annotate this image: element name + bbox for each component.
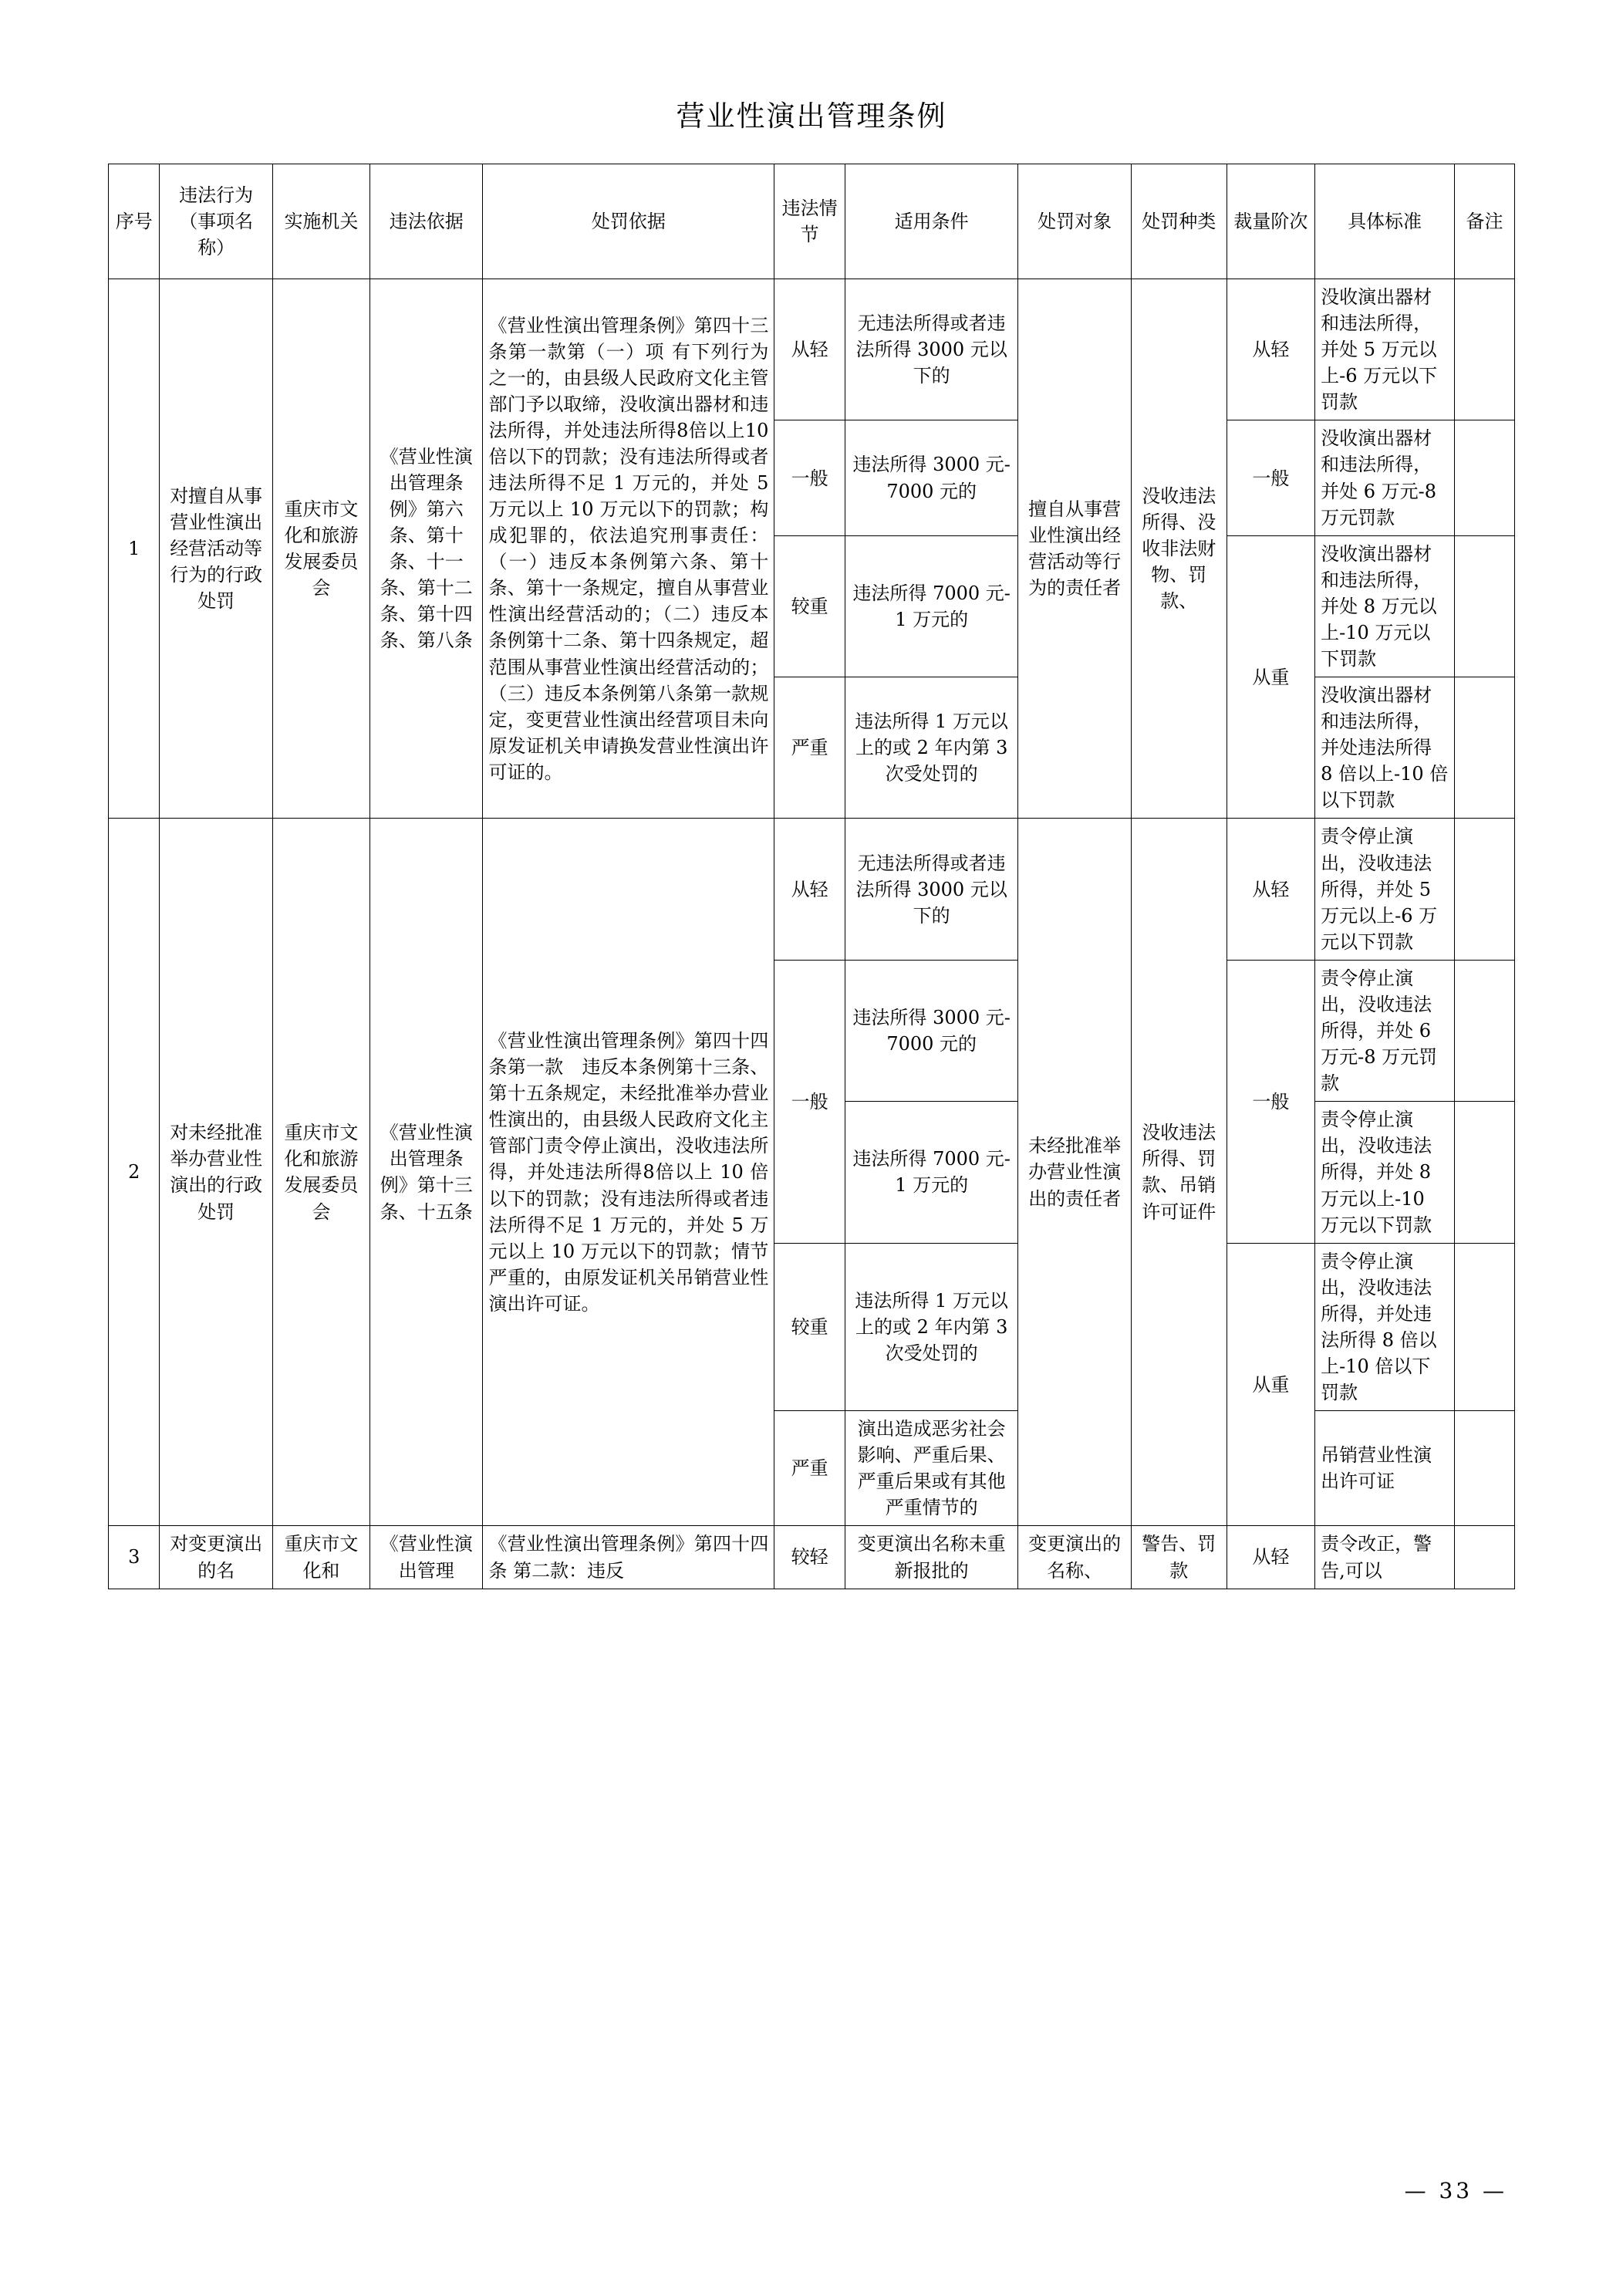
cell-violation-basis: 《营业性演出管理条例》第十三条、十五条 xyxy=(369,819,483,1526)
cell-penalty-type: 没收违法所得、没收非法财物、罚款、 xyxy=(1131,279,1227,819)
cell-severity: 较轻 xyxy=(774,1526,845,1589)
cell-act: 对变更演出的名 xyxy=(160,1526,273,1589)
cell-remark xyxy=(1455,420,1515,535)
cell-seq: 1 xyxy=(109,279,160,819)
column-header-seq: 序号 xyxy=(109,164,160,279)
cell-act: 对未经批准举办营业性演出的行政处罚 xyxy=(160,819,273,1526)
cell-remark xyxy=(1455,1102,1515,1243)
cell-tier: 从重 xyxy=(1227,535,1315,819)
cell-severity: 从轻 xyxy=(774,279,845,420)
column-header-penalty-type: 处罚种类 xyxy=(1131,164,1227,279)
cell-condition: 违法所得 3000 元-7000 元的 xyxy=(845,420,1017,535)
cell-severity: 较重 xyxy=(774,535,845,677)
cell-seq: 2 xyxy=(109,819,160,1526)
cell-condition: 违法所得 1 万元以上的或 2 年内第 3 次受处罚的 xyxy=(845,677,1017,819)
cell-violation-basis: 《营业性演出管理条例》第六条、第十条、十一条、第十二条、第十四条、第八条 xyxy=(369,279,483,819)
cell-remark xyxy=(1455,535,1515,677)
column-header-tier: 裁量阶次 xyxy=(1227,164,1315,279)
column-header-act: 违法行为（事项名称） xyxy=(160,164,273,279)
column-header-penalty-basis: 处罚依据 xyxy=(483,164,774,279)
column-header-org: 实施机关 xyxy=(272,164,369,279)
cell-tier: 从轻 xyxy=(1227,1526,1315,1589)
discretion-benchmark-table xyxy=(108,164,1515,1589)
cell-severity: 一般 xyxy=(774,420,845,535)
cell-penalty-basis: 《营业性演出管理条例》第四十三条第一款第（一）项 有下列行为之一的，由县级人民政府文化主管部门予以取缔，没收演出器材和违法所得，并处违法所得8倍以上10倍以下的罚款；没有违法所得或者违法所得不足 1 万元的，并处 5 万元以上 10 万元以下的罚款；构成犯罪的，依法追究刑事责任：（一）违反本条例第六条、第十条、第十一条规定，擅自从事营业性演出经营活动的；（二）违反本条例第十二条、第十四条规定，超范围从事营业性演出经营活动的；（三）违反本条例第八条第一款规定，变更营业性演出经营项目未向原发证机关申请换发营业性演出许可证的。 xyxy=(483,279,774,819)
cell-condition: 无违法所得或者违法所得 3000 元以下的 xyxy=(845,279,1017,420)
cell-target: 变更演出的名称、 xyxy=(1018,1526,1132,1589)
cell-standard: 没收演出器材和违法所得，并处 5 万元以上-6 万元以下罚款 xyxy=(1315,279,1455,420)
cell-standard: 没收演出器材和违法所得，并处违法所得 8 倍以上-10 倍以下罚款 xyxy=(1315,677,1455,819)
column-header-conditions: 适用条件 xyxy=(845,164,1017,279)
cell-violation-basis: 《营业性演出管理 xyxy=(369,1526,483,1589)
table-header-row xyxy=(109,164,1515,279)
cell-org: 重庆市文化和旅游发展委员会 xyxy=(272,819,369,1526)
cell-tier: 从轻 xyxy=(1227,279,1315,420)
cell-tier: 从轻 xyxy=(1227,819,1315,960)
cell-severity: 严重 xyxy=(774,1411,845,1526)
cell-tier: 一般 xyxy=(1227,420,1315,535)
page-number: — 33 — xyxy=(1404,2178,1507,2203)
cell-standard: 没收演出器材和违法所得，并处 8 万元以上-10 万元以下罚款 xyxy=(1315,535,1455,677)
column-header-remark: 备注 xyxy=(1455,164,1515,279)
column-header-severity: 违法情节 xyxy=(774,164,845,279)
cell-act: 对擅自从事营业性演出经营活动等行为的行政处罚 xyxy=(160,279,273,819)
cell-remark xyxy=(1455,1526,1515,1589)
cell-target: 擅自从事营业性演出经营活动等行为的责任者 xyxy=(1018,279,1132,819)
cell-remark xyxy=(1455,1243,1515,1410)
cell-condition: 违法所得 3000 元-7000 元的 xyxy=(845,960,1017,1101)
cell-condition: 无违法所得或者违法所得 3000 元以下的 xyxy=(845,819,1017,960)
cell-severity: 严重 xyxy=(774,677,845,819)
table-container xyxy=(108,164,1515,1589)
cell-severity: 较重 xyxy=(774,1243,845,1410)
cell-tier: 从重 xyxy=(1227,1243,1315,1526)
cell-penalty-type: 没收违法所得、罚款、吊销许可证件 xyxy=(1131,819,1227,1526)
cell-org: 重庆市文化和 xyxy=(272,1526,369,1589)
cell-standard: 责令停止演出，没收违法所得，并处 8 万元以上-10 万元以下罚款 xyxy=(1315,1102,1455,1243)
cell-severity: 一般 xyxy=(774,960,845,1243)
cell-standard: 责令停止演出，没收违法所得，并处 5 万元以上-6 万元以下罚款 xyxy=(1315,819,1455,960)
cell-severity: 从轻 xyxy=(774,819,845,960)
cell-condition: 违法所得 7000 元-1 万元的 xyxy=(845,535,1017,677)
cell-tier: 一般 xyxy=(1227,960,1315,1243)
column-header-target: 处罚对象 xyxy=(1018,164,1132,279)
cell-remark xyxy=(1455,819,1515,960)
cell-seq: 3 xyxy=(109,1526,160,1589)
cell-org: 重庆市文化和旅游发展委员会 xyxy=(272,279,369,819)
cell-penalty-basis: 《营业性演出管理条例》第四十四条第一款 违反本条例第十三条、第十五条规定，未经批准举办营业性演出的，由县级人民政府文化主管部门责令停止演出，没收违法所得，并处违法所得8倍以上 10 倍以下的罚款；没有违法所得或者违法所得不足 1 万元的，并处 5 万元以上 10 万元以下的罚款；情节严重的，由原发证机关吊销营业性演出许可证。 xyxy=(483,819,774,1526)
column-header-violation-basis: 违法依据 xyxy=(369,164,483,279)
cell-standard: 没收演出器材和违法所得，并处 6 万元-8 万元罚款 xyxy=(1315,420,1455,535)
cell-penalty-type: 警告、罚款 xyxy=(1131,1526,1227,1589)
cell-standard: 责令改正，警告,可以 xyxy=(1315,1526,1455,1589)
cell-target: 未经批准举办营业性演出的责任者 xyxy=(1018,819,1132,1526)
cell-standard: 吊销营业性演出许可证 xyxy=(1315,1411,1455,1526)
column-header-standard: 具体标准 xyxy=(1315,164,1455,279)
table-row xyxy=(109,1526,1515,1589)
cell-standard: 责令停止演出，没收违法所得，并处 6 万元-8 万元罚款 xyxy=(1315,960,1455,1101)
cell-remark xyxy=(1455,279,1515,420)
cell-condition: 违法所得 1 万元以上的或 2 年内第 3 次受处罚的 xyxy=(845,1243,1017,1410)
cell-remark xyxy=(1455,677,1515,819)
page-title: 营业性演出管理条例 xyxy=(676,100,947,133)
cell-remark xyxy=(1455,960,1515,1101)
cell-penalty-basis: 《营业性演出管理条例》第四十四条 第二款：违反 xyxy=(483,1526,774,1589)
cell-condition: 演出造成恶劣社会影响、严重后果、严重后果或有其他严重情节的 xyxy=(845,1411,1017,1526)
cell-standard: 责令停止演出，没收违法所得，并处违法所得 8 倍以上-10 倍以下罚款 xyxy=(1315,1243,1455,1410)
cell-remark xyxy=(1455,1411,1515,1526)
cell-condition: 变更演出名称未重新报批的 xyxy=(845,1526,1017,1589)
table-row xyxy=(109,279,1515,420)
table-row xyxy=(109,819,1515,960)
cell-condition: 违法所得 7000 元-1 万元的 xyxy=(845,1102,1017,1243)
